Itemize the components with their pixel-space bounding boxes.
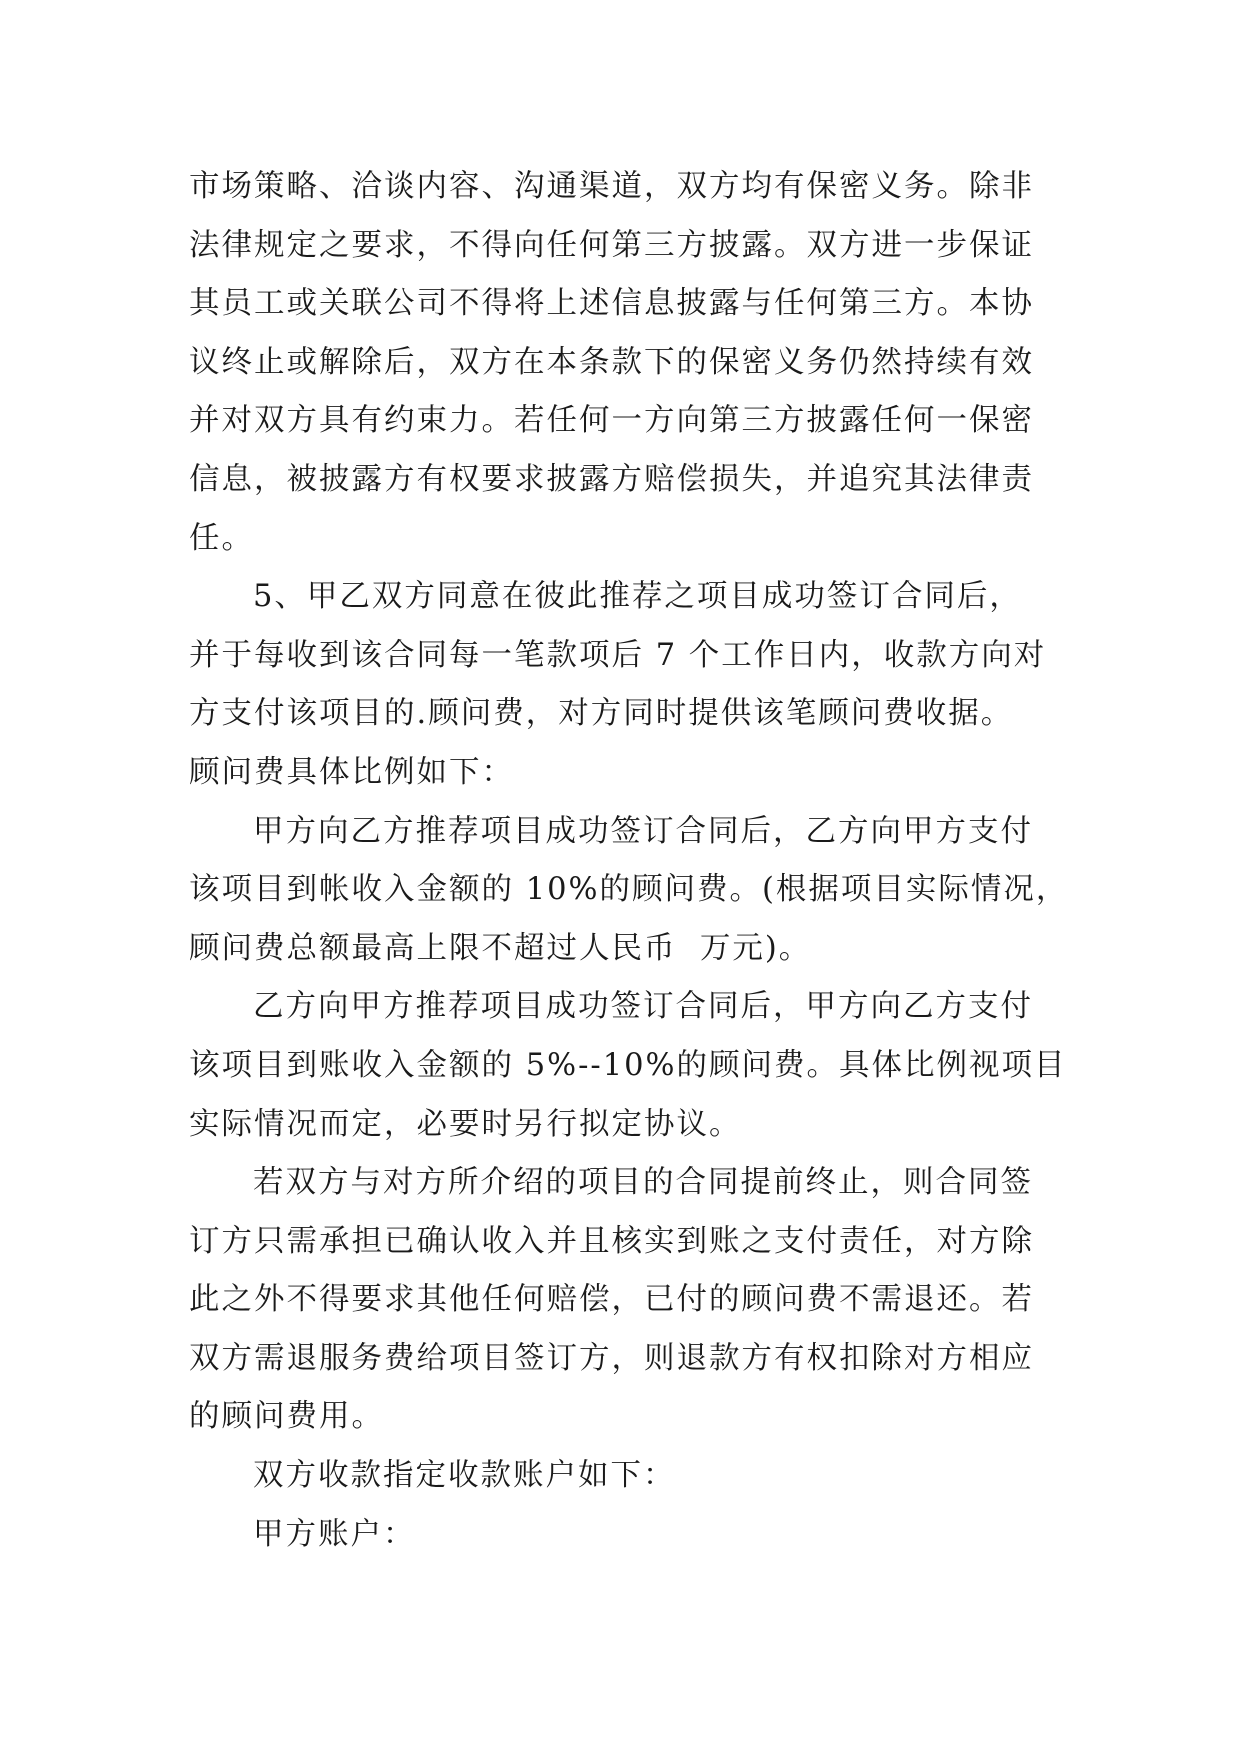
- text-line: 双方需退服务费给项目签订方，则退款方有权扣除对方相应: [189, 1340, 1034, 1376]
- paragraph-clause-5: [189, 568, 1059, 802]
- text-line: 若双方与对方所介绍的项目的合同提前终止，则合同签: [253, 1165, 1033, 1201]
- text-line: 议终止或解除后，双方在本条款下的保密义务仍然持续有效: [189, 344, 1034, 380]
- text-line: 并对双方具有约束力。若任何一方向第三方披露任何一保密: [189, 403, 1034, 439]
- text-line: 此之外不得要求其他任何赔偿，已付的顾问费不需退还。若: [189, 1282, 1034, 1318]
- text-line: 顾问费总额最高上限不超过人民币 万元)。: [189, 930, 812, 966]
- text-line: 方支付该项目的.顾问费，对方同时提供该笔顾问费收据。: [189, 696, 1014, 732]
- text-line: 双方收款指定收款账户如下：: [253, 1458, 676, 1494]
- text-line: 该项目到账收入金额的 5%--10%的顾问费。具体比例视项目: [189, 1047, 1067, 1083]
- paragraph-party-b-recommends: [189, 978, 1067, 1154]
- text-line: 实际情况而定，必要时另行拟定协议。: [189, 1106, 742, 1142]
- text-line: 并于每收到该合同每一笔款项后 7 个工作日内，收款方向对: [189, 637, 1047, 673]
- text-line: 信息，被披露方有权要求披露方赔偿损失，并追究其法律责: [189, 461, 1034, 497]
- text-line: 的顾问费用。: [189, 1399, 384, 1435]
- text-line: 市场策略、洽谈内容、沟通渠道，双方均有保密义务。除非: [189, 169, 1034, 204]
- text-line: 法律规定之要求，不得向任何第三方披露。双方进一步保证: [189, 227, 1034, 263]
- text-line: 甲方账户：: [253, 1516, 416, 1552]
- paragraph-confidentiality: [189, 158, 1059, 568]
- text-line: 该项目到帐收入金额的 10%的顾问费。(根据项目实际情况，: [189, 872, 1069, 908]
- paragraph-accounts-heading: [189, 1447, 1059, 1506]
- text-line: 5、甲乙双方同意在彼此推荐之项目成功签订合同后，: [253, 579, 1022, 615]
- paragraph-early-termination: [189, 1154, 1059, 1447]
- text-line: 顾问费具体比例如下：: [189, 754, 514, 790]
- text-line: 任。: [189, 520, 254, 556]
- text-line: 其员工或关联公司不得将上述信息披露与任何第三方。本协: [189, 286, 1034, 322]
- text-line: 乙方向甲方推荐项目成功签订合同后，甲方向乙方支付: [253, 989, 1033, 1025]
- paragraph-party-a-account: [189, 1506, 1059, 1565]
- text-line: 甲方向乙方推荐项目成功签订合同后，乙方向甲方支付: [253, 813, 1033, 849]
- paragraph-party-a-recommends: [189, 803, 1069, 979]
- text-line: 订方只需承担已确认收入并且核实到账之支付责任，对方除: [189, 1223, 1034, 1259]
- document-body: [189, 158, 1069, 1564]
